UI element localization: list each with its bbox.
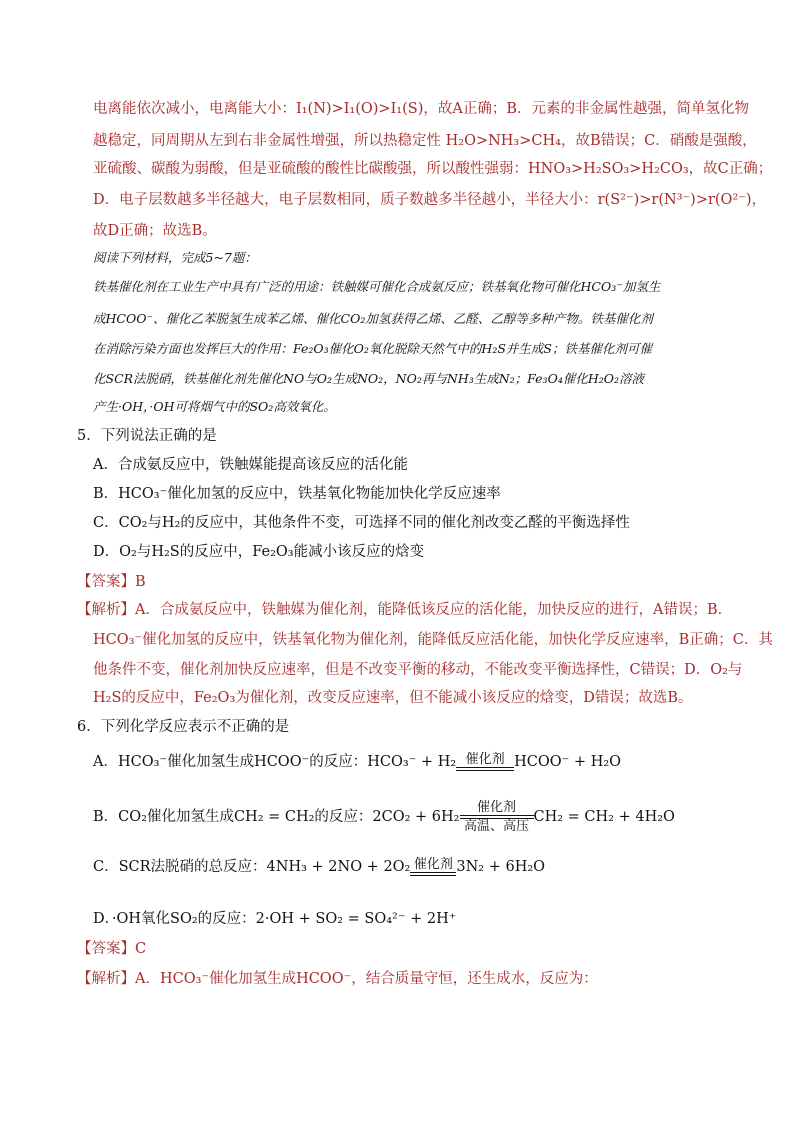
option-a-products: HCOO⁻ + H₂O	[514, 753, 622, 770]
material-line-1: 铁基催化剂在工业生产中具有广泛的用途：铁触媒可催化合成氨反应；铁基氧化物可催化HCO₃⁻加氢生	[93, 279, 661, 294]
question-6-stem: 6．下列化学反应表示不正确的是	[77, 719, 290, 735]
option-a-reaction-arrow	[456, 752, 514, 771]
material-intro: 阅读下列材料，完成5~7题：	[93, 250, 257, 265]
option-c-products: 3N₂ + 6H₂O	[456, 858, 546, 875]
option-a-reactants: A．HCO₃⁻催化加氢生成HCOO⁻的反应：HCO₃⁻ + H₂	[93, 753, 457, 770]
question-5-option-b: B．HCO₃⁻催化加氢的反应中，铁基氧化物能加快化学反应速率	[93, 486, 501, 502]
prev-explanation-line-2: 越稳定，同周期从左到右非金属性增强，所以热稳定性 H₂O>NH₃>CH₄，故B错误；C．硝酸是强酸，	[93, 133, 757, 149]
equals-sign	[410, 872, 456, 876]
material-line-4: 化SCR法脱硝，铁基催化剂先催化NO与O₂生成NO₂，NO₂再与NH₃生成N₂；Fe₃O₄催化H₂O₂溶液	[93, 371, 645, 386]
option-c-reactants: C．SCR法脱硝的总反应：4NH₃ + 2NO + 2O₂	[93, 858, 411, 875]
question-5-option-a: A．合成氨反应中，铁触媒能提高该反应的活化能	[93, 457, 408, 473]
material-line-2: 成HCOO⁻、催化乙苯脱氢生成苯乙烯、催化CO₂加氢获得乙烯、乙醛、乙醇等多种产物。铁基催化剂	[93, 311, 653, 326]
question-5-stem: 5．下列说法正确的是	[77, 428, 217, 444]
prev-explanation-line-3: 亚硫酸、碳酸为弱酸，但是亚硫酸的酸性比碳酸强，所以酸性强弱：HNO₃>H₂SO₃>H₂CO₃，故C正确；	[93, 161, 773, 177]
prev-explanation-line-5: 故D正确；故选B。	[93, 223, 217, 239]
material-line-5: 产生·OH，·OH可将烟气中的SO₂高效氧化。	[93, 399, 336, 414]
question-5-explanation-line-2: HCO₃⁻催化加氢的反应中，铁基氧化物为催化剂，能降低反应活化能，加快化学反应速率，B正确；C．其	[93, 632, 773, 648]
question-5-option-c: C．CO₂与H₂的反应中，其他条件不变，可选择不同的催化剂改变乙醛的平衡选择性	[93, 515, 630, 531]
option-a-condition: 催化剂	[465, 752, 505, 767]
question-5-answer: 【答案】B	[77, 574, 146, 590]
option-b-condition-top: 催化剂	[476, 800, 516, 815]
question-6-answer: 【答案】C	[77, 941, 147, 957]
question-6-option-c	[93, 857, 545, 874]
option-b-products: CH₂ = CH₂ + 4H₂O	[533, 808, 675, 825]
question-6-explanation-line-1: 【解析】A．HCO₃⁻催化加氢生成HCOO⁻，结合质量守恒，还生成水，反应为：	[77, 971, 598, 987]
question-6-option-b	[93, 800, 675, 834]
option-b-reaction-arrow	[460, 800, 534, 834]
option-b-reactants: B．CO₂催化加氢生成CH₂ = CH₂的反应：2CO₂ + 6H₂	[93, 808, 460, 825]
question-5-explanation-line-1: 【解析】A．合成氨反应中，铁触媒为催化剂，能降低该反应的活化能，加快反应的进行，A错误；B．	[77, 602, 733, 618]
prev-explanation-line-4: D．电子层数越多半径越大，电子层数相同，质子数越多半径越小，半径大小：r(S²⁻)>r(N³⁻)>r(O²⁻)，	[93, 192, 767, 208]
question-5-explanation-line-4: H₂S的反应中，Fe₂O₃为催化剂，改变反应速率，但不能减小该反应的焓变，D错误；故选B。	[93, 690, 693, 706]
material-line-3: 在消除污染方面也发挥巨大的作用：Fe₂O₃催化O₂氧化脱除天然气中的H₂S并生成S；铁基催化剂可催	[93, 341, 652, 356]
prev-explanation-line-1: 电离能依次减小，电离能大小：I₁(N)>I₁(O)>I₁(S)，故A正确；B．元素的非金属性越强，简单氢化物	[93, 101, 749, 117]
question-5-option-d: D．O₂与H₂S的反应中，Fe₂O₃能减小该反应的焓变	[93, 544, 425, 560]
question-5-explanation-line-3: 他条件不变，催化剂加快反应速率，但是不改变平衡的移动，不能改变平衡选择性，C错误；D．O₂与	[93, 662, 743, 678]
option-b-condition-bottom: 高温、高压	[463, 819, 529, 834]
question-6-option-a	[93, 752, 621, 769]
question-6-option-d: D．·OH氧化SO₂的反应：2·OH + SO₂ = SO₄²⁻ + 2H⁺	[93, 911, 457, 927]
equals-sign	[456, 767, 514, 771]
option-c-condition: 催化剂	[413, 857, 453, 872]
option-c-reaction-arrow	[410, 857, 456, 876]
